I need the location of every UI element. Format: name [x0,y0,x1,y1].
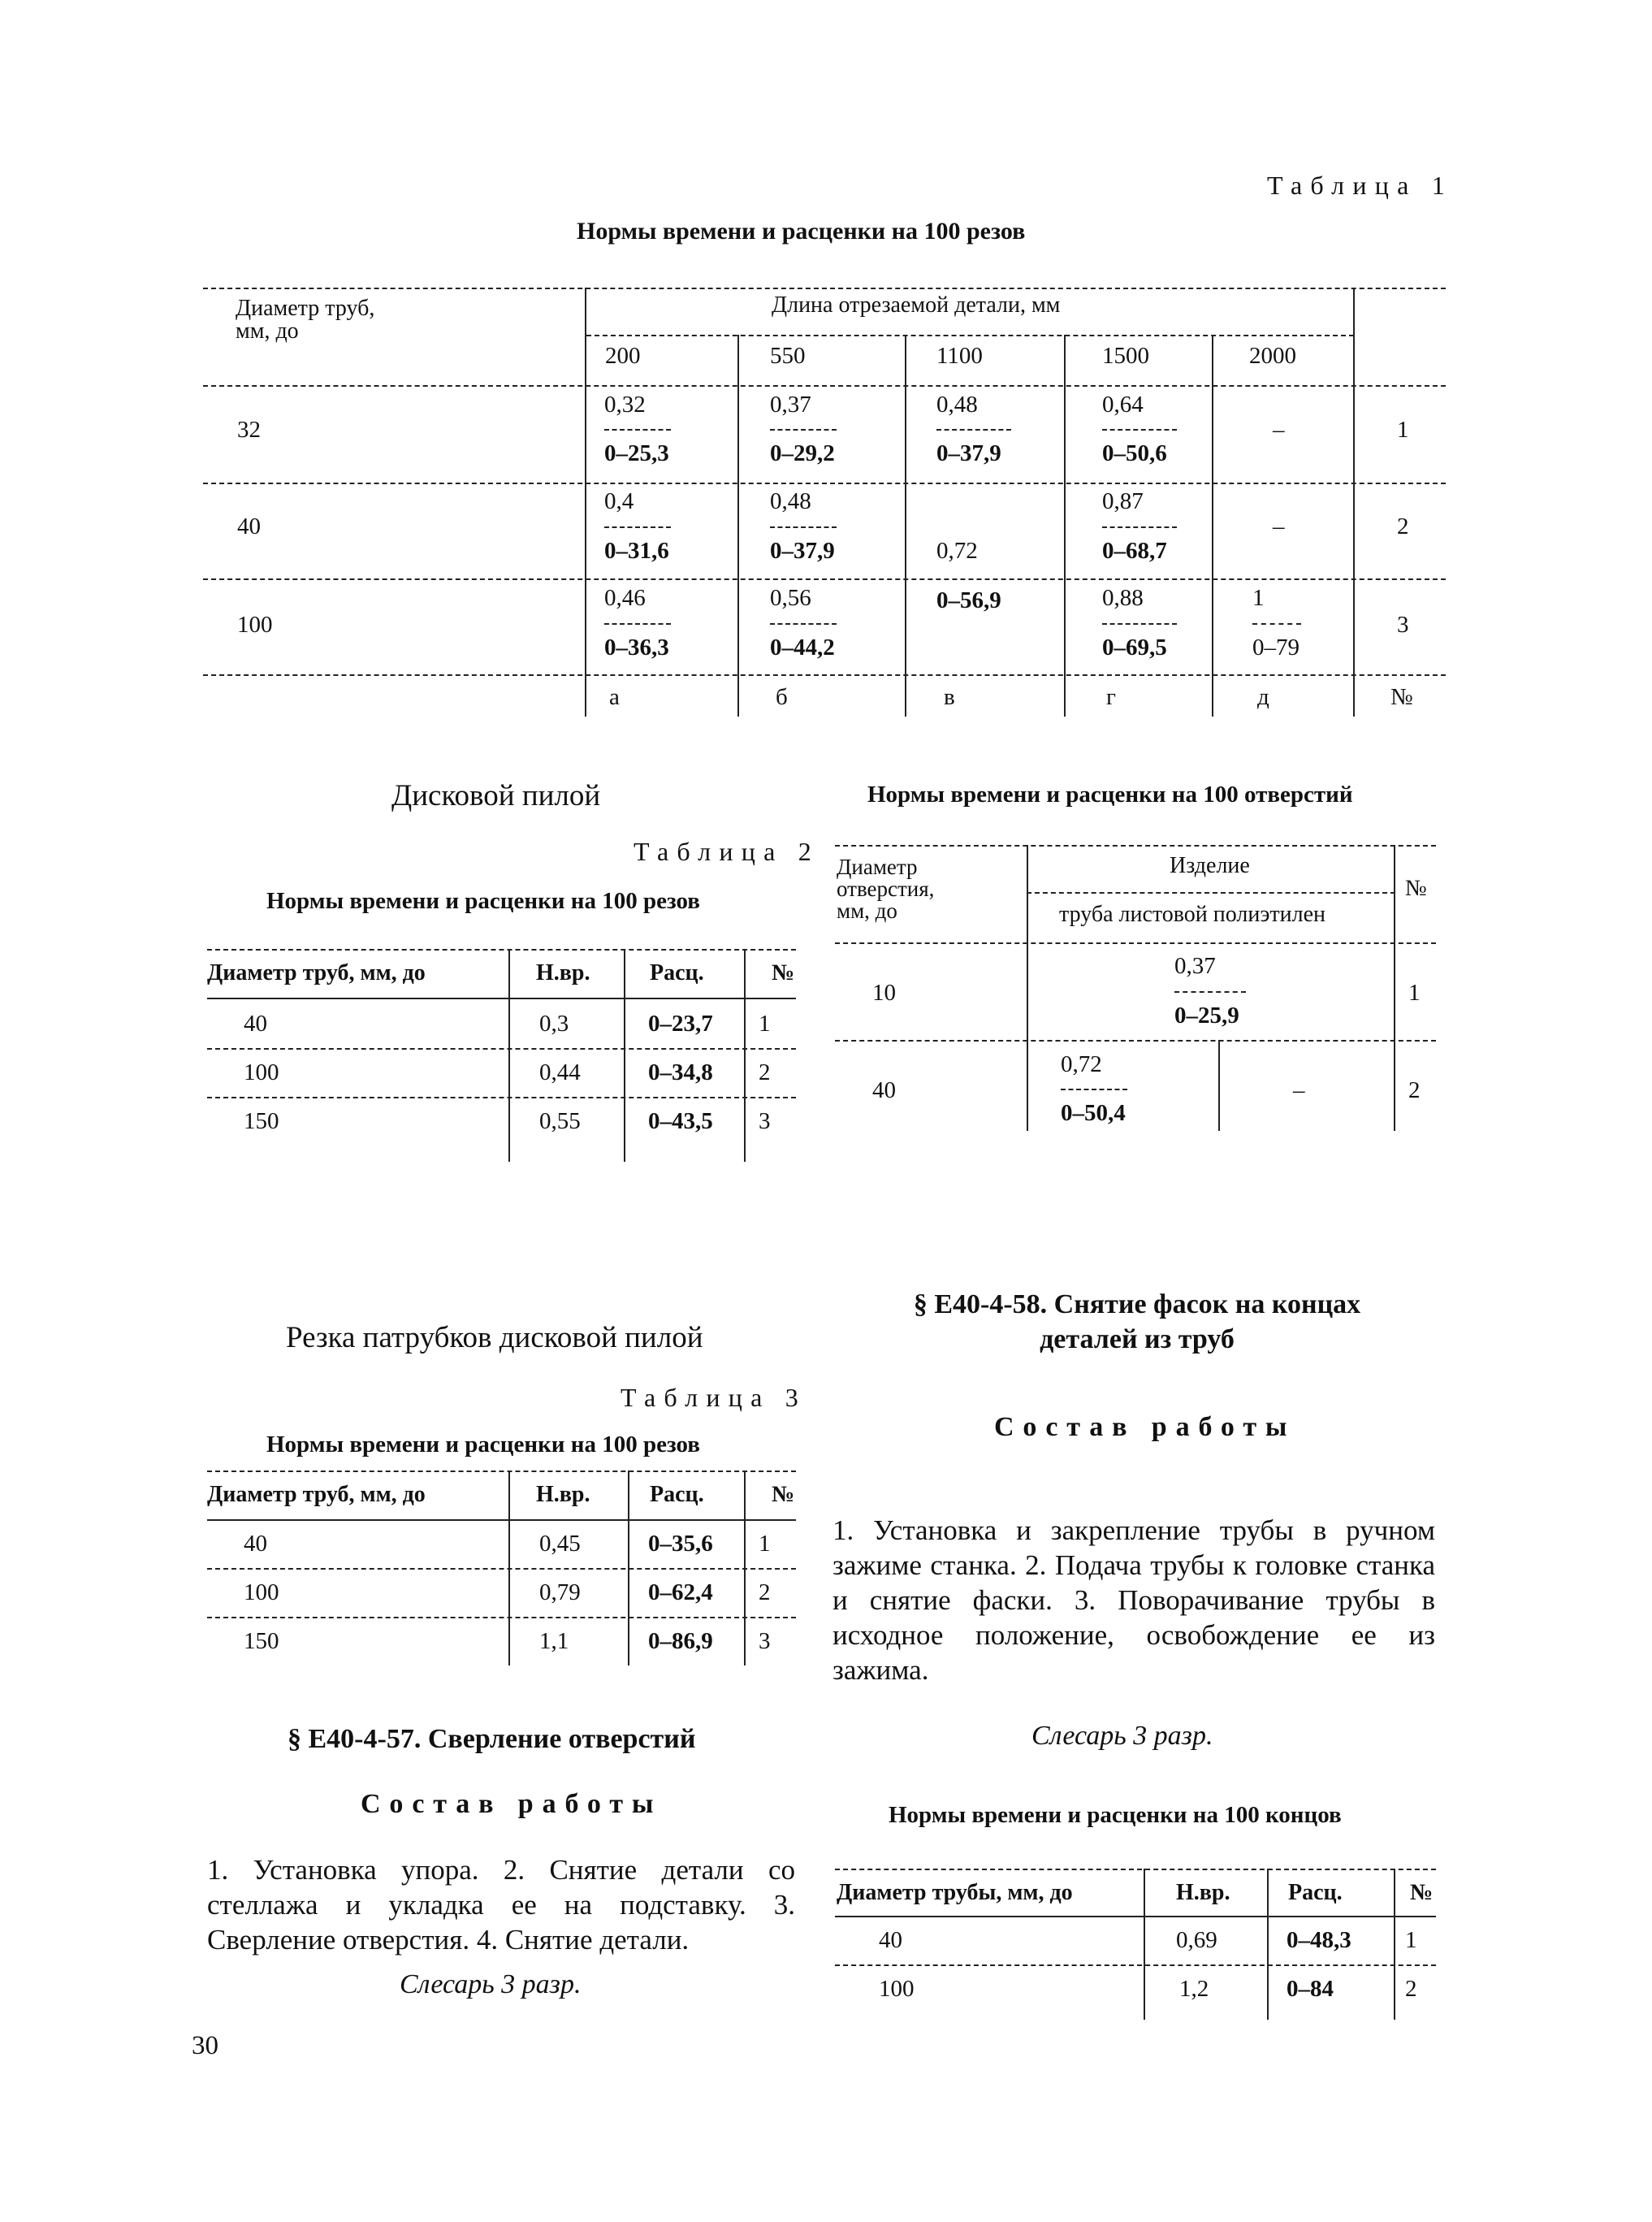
table3-header-nvr: Н.вр. [536,1482,590,1507]
section-57-worker: Слесарь 3 разр. [400,1969,582,1999]
table3-r3-nvr: 1,1 [539,1628,569,1654]
holes-r1-top: 0,37 [1174,953,1216,979]
section-nozzle-title: Резка патрубков дисковой пилой [286,1321,703,1354]
table1-caption: Нормы времени и расценки на 100 резов [577,218,1026,245]
table1-r2-d-bot: 0–68,7 [1102,538,1167,564]
table1-r2-a-bot: 0–31,6 [604,538,669,564]
table3-r1-rasc: 0–35,6 [648,1531,713,1557]
table4-header-nvr: Н.вр. [1176,1880,1230,1905]
table1-r2-d-top: 0,87 [1102,488,1144,514]
table1-header-length: Длина отрезаемой детали, мм [772,292,1061,318]
section-58-title-line1: § Е40-4-58. Снятие фасок на концах [913,1289,1361,1319]
table3-r3-diam: 150 [244,1628,279,1654]
holes-r1-bot: 0–25,9 [1174,1003,1239,1029]
table3-caption: Нормы времени и расценки на 100 резов [266,1432,700,1458]
table2-r1-diam: 40 [244,1011,267,1037]
table2-r3-no: 3 [759,1108,771,1134]
table1-letter-d: д [1257,684,1269,710]
table1-r3-b-bot: 0–44,2 [770,635,835,661]
holes-r2-dash: – [1293,1077,1305,1103]
holes-r2-top: 0,72 [1061,1051,1102,1077]
table3-label: Таблица 3 [621,1383,807,1412]
table2-label: Таблица 2 [634,837,820,866]
table1-letter-a: а [609,684,620,710]
table4-r1-no: 1 [1405,1927,1417,1953]
table1-r3-e-top: 1 [1252,585,1265,611]
table3-r2-no: 2 [759,1579,771,1605]
section-58-work-heading: Состав работы [994,1412,1296,1442]
section-58-worker: Слесарь 3 разр. [1031,1721,1213,1751]
table1-r1-d-bot: 0–50,6 [1102,440,1167,466]
table4-r2-no: 2 [1405,1976,1417,2002]
table3-r1-diam: 40 [244,1531,267,1557]
table2-r2-rasc: 0–34,8 [648,1059,713,1085]
table3-r3-rasc: 0–86,9 [648,1628,713,1654]
section-57-work-heading: Состав работы [361,1789,663,1819]
table4-header-no: № [1410,1880,1434,1905]
table1-r3-d-bot: 0–69,5 [1102,635,1167,661]
table2-header-rasc: Расц. [650,960,704,985]
table1-r1-a-top: 0,32 [604,392,646,418]
table1-row2-no: 2 [1397,513,1409,539]
table2-r3-diam: 150 [244,1108,279,1134]
table4-r2-nvr: 1,2 [1179,1976,1209,2002]
table2-r1-nvr: 0,3 [539,1011,569,1037]
table2-r2-nvr: 0,44 [539,1059,581,1085]
table1-r2-e: – [1273,513,1285,539]
table1-row1-diam: 32 [237,417,261,443]
table1-row3-diam: 100 [237,612,273,638]
holes-r1-no: 1 [1408,980,1421,1006]
table4-r2-diam: 100 [879,1976,915,2002]
table2-header-no: № [772,960,795,985]
table1-r3-a-top: 0,46 [604,585,646,611]
table1-r1-b-bot: 0–29,2 [770,440,835,466]
table4-header-rasc: Расц. [1288,1880,1343,1905]
table4-r2-rasc: 0–84 [1287,1976,1334,2002]
table1-length-550: 550 [770,343,806,369]
table1-r2-c-top: 0,72 [936,538,978,564]
section-58-caption: Нормы времени и расценки на 100 концов [889,1802,1342,1828]
table3-header-diam: Диаметр труб, мм, до [207,1482,426,1507]
table1-r2-b-top: 0,48 [770,488,811,514]
table2-r1-rasc: 0–23,7 [648,1011,713,1037]
table3-r2-rasc: 0–62,4 [648,1579,713,1605]
table2-header-nvr: Н.вр. [536,960,590,985]
section-57-title: § Е40-4-57. Сверление отверстий [288,1724,696,1754]
table3-r2-diam: 100 [244,1579,279,1605]
table1-r3-e-bot: 0–79 [1252,635,1300,661]
table1-r3-d-top: 0,88 [1102,585,1144,611]
table4-r1-nvr: 0,69 [1176,1927,1217,1953]
table3-r2-nvr: 0,79 [539,1579,581,1605]
table2-r2-diam: 100 [244,1059,279,1085]
table3-header-no: № [772,1482,795,1507]
holes-r1-diam: 10 [872,980,896,1006]
table1-r1-c-top: 0,48 [936,392,978,418]
table1-letter-g: г [1106,684,1116,710]
table4-header-diam: Диаметр трубы, мм, до [837,1880,1073,1905]
table1-r2-b-bot: 0–37,9 [770,538,835,564]
section-disk-title: Дисковой пилой [391,779,601,812]
holes-header-item: Изделие [1170,853,1250,878]
holes-header-sub: труба листовой полиэтилен [1059,902,1325,927]
table3-r3-no: 3 [759,1628,771,1654]
table3-r1-nvr: 0,45 [539,1531,581,1557]
page-number: 30 [192,2031,218,2060]
table1-letter-b: б [776,684,788,710]
table1-letter-no: № [1390,684,1413,710]
section-58-paragraph: 1. Установка и закрепление трубы в ручном зажиме станка. 2. Подача трубы к головке станка и снятие фаски. 3. Поворачивание трубы в исходное положение, освобождение ее из зажима. [832,1514,1435,1687]
table1-length-2000: 2000 [1249,343,1296,369]
table1-r1-e: – [1273,417,1285,443]
table2-caption: Нормы времени и расценки на 100 резов [266,888,700,914]
table3-header-rasc: Расц. [650,1482,704,1507]
table1-row2-diam: 40 [237,513,261,539]
table2-r1-no: 1 [759,1011,771,1037]
table1-row3-no: 3 [1397,612,1409,638]
holes-caption: Нормы времени и расценки на 100 отверстий [867,782,1353,808]
table1-r3-a-bot: 0–36,3 [604,635,669,661]
table2-r3-rasc: 0–43,5 [648,1108,713,1134]
table1-r2-a-top: 0,4 [604,488,634,514]
table1-length-1100: 1100 [936,343,983,369]
table1-r1-d-top: 0,64 [1102,392,1144,418]
holes-r2-diam: 40 [872,1077,896,1103]
table1-r2-c-bot: 0–56,9 [936,587,1001,613]
table1-r3-b-top: 0,56 [770,585,811,611]
table1-r1-c-bot: 0–37,9 [936,440,1001,466]
table4-r1-diam: 40 [879,1927,902,1953]
table2-r2-no: 2 [759,1059,771,1085]
table4-r1-rasc: 0–48,3 [1287,1927,1351,1953]
holes-r2-no: 2 [1408,1077,1421,1103]
table2-header-diam: Диаметр труб, мм, до [207,960,426,985]
table1-length-1500: 1500 [1102,343,1149,369]
section-58-title [828,1288,1446,1357]
table1-letter-v: в [944,684,955,710]
table1-header-diam: Диаметр труб, мм, до [236,296,375,344]
table1-r1-b-top: 0,37 [770,392,811,418]
section-58-title-line2: деталей из труб [1040,1323,1235,1354]
section-57-paragraph: 1. Установка упора. 2. Снятие детали со стеллажа и укладка ее на подставку. 3. Сверление отверстия. 4. Снятие детали. [207,1854,795,1956]
table1-length-200: 200 [605,343,641,369]
holes-r2-bot: 0–50,4 [1061,1100,1126,1126]
table1-label: Таблица 1 [1267,171,1454,200]
table2-r3-nvr: 0,55 [539,1108,581,1134]
table1-row1-no: 1 [1397,417,1409,443]
table3-r1-no: 1 [759,1531,771,1557]
holes-header-no: № [1405,876,1427,901]
table1-r1-a-bot: 0–25,3 [604,440,669,466]
holes-header-diam: Диаметр отверстия, мм, до [837,855,935,923]
